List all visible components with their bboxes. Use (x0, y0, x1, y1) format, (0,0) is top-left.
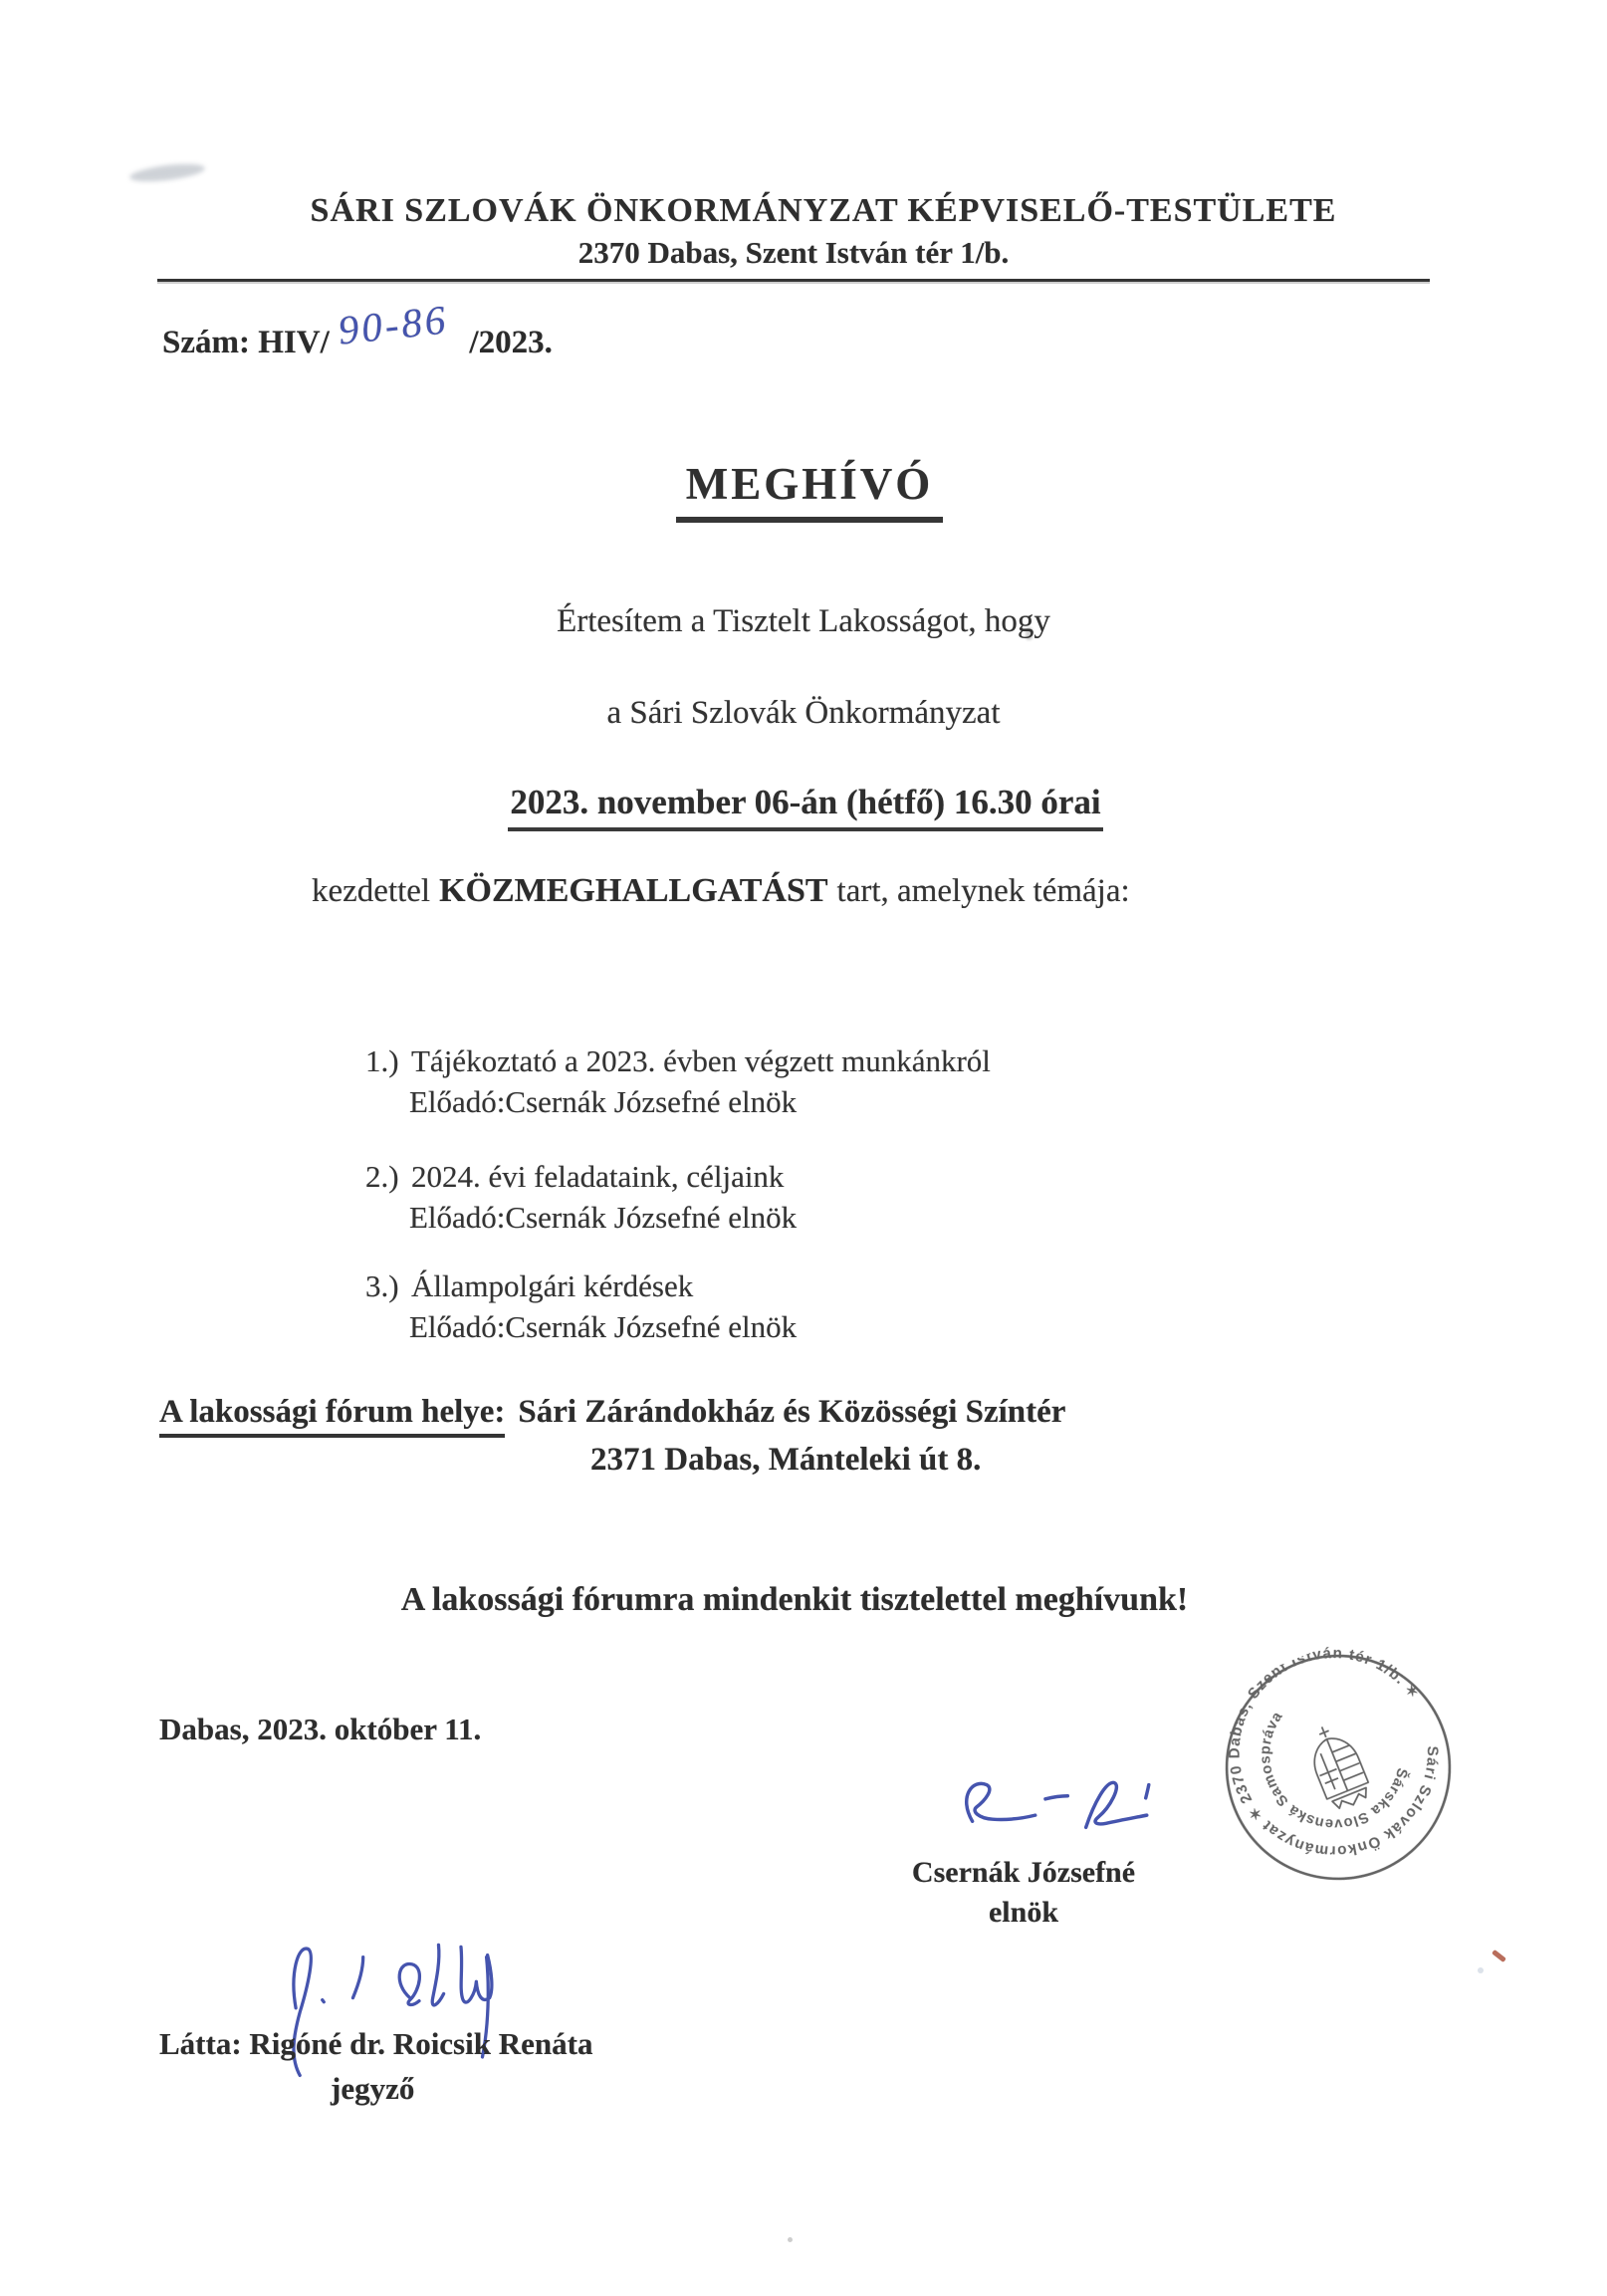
agenda-item-2-title: 2024. évi feladataink, céljaink (411, 1159, 785, 1194)
pen-smudge-mark (128, 160, 205, 184)
org-header-line2: 2370 Dabas, Szent István tér 1/b. (577, 235, 1010, 270)
agenda-item-2 (365, 1159, 784, 1195)
agenda-item-1-presenter: Előadó:Csernák Józsefné elnök (409, 1084, 798, 1119)
event-datetime-wrap (0, 783, 1607, 831)
approval-title: jegyző (331, 2071, 415, 2106)
approval-label: Látta: Rigóné dr. Roicsik Renáta (159, 2026, 593, 2061)
venue-label: A lakossági fórum helye: (159, 1394, 505, 1438)
blue-ink-fleck (1478, 1967, 1484, 1973)
reference-prefix: Szám: HIV/ (162, 325, 330, 360)
agenda-item-3 (365, 1268, 693, 1304)
reference-suffix: /2023. (469, 325, 553, 360)
agenda-item-3-number: 3.) (365, 1268, 399, 1303)
agenda-item-1 (365, 1043, 991, 1079)
header-divider-rule (157, 279, 1430, 282)
agenda-item-1-title: Tájékoztató a 2023. évben végzett munkánkról (411, 1043, 991, 1078)
agenda-item-2-presenter: Előadó:Csernák Józsefné elnök (409, 1200, 798, 1235)
intro-line1: Értesítem a Tisztelt Lakosságot, hogy (557, 603, 1050, 639)
event-name-emphasis: KÖZMEGHALLGATÁST (439, 872, 828, 909)
scan-dot (788, 2237, 793, 2242)
agenda-item-1-number: 1.) (365, 1043, 399, 1078)
event-description-line (312, 872, 1130, 910)
handwritten-reference-number: 90-86 (336, 296, 451, 353)
agenda-item-2-number: 2.) (365, 1159, 399, 1194)
stamp-outer-ring-text: Sári Szlovák Önkormányzat ✶ 2370 Dabas, Szent István tér 1/b. ✶ (1226, 1645, 1441, 1860)
document-title-wrap (0, 458, 1607, 523)
document-title: MEGHÍVÓ (676, 458, 944, 523)
stamp-inner-ring-text: Šárska Slovenská Samospráva (1258, 1709, 1411, 1832)
signer-name: Csernák Józsefné (911, 1856, 1136, 1889)
org-header-line1: SÁRI SZLOVÁK ÖNKORMÁNYZAT KÉPVISELŐ-TESTÜLETE (310, 192, 1337, 229)
agenda-item-3-presenter: Előadó:Csernák Józsefné elnök (409, 1309, 798, 1344)
event-prefix: kezdettel (312, 873, 431, 909)
venue-row (159, 1394, 1065, 1438)
reference-number-row (162, 296, 553, 362)
venue-name: Sári Zárándokház és Közösségi Színtér (518, 1394, 1066, 1430)
official-round-stamp (1187, 1616, 1491, 1920)
event-suffix: tart, amelynek témája: (836, 873, 1130, 909)
event-datetime: 2023. november 06-án (hétfő) 16.30 órai (508, 783, 1102, 831)
intro-line2: a Sári Szlovák Önkormányzat (606, 695, 1001, 731)
stamp-coat-of-arms (1301, 1719, 1374, 1813)
red-ink-fleck (1492, 1950, 1506, 1962)
place-date-line: Dabas, 2023. október 11. (159, 1712, 482, 1746)
agenda-item-3-title: Állampolgári kérdések (411, 1268, 694, 1303)
venue-address: 2371 Dabas, Mánteleki út 8. (590, 1442, 982, 1478)
signer-title: elnök (988, 1896, 1059, 1929)
closing-invitation-line: A lakossági fórumra mindenkit tisztelettel meghívunk! (400, 1581, 1189, 1618)
president-handwritten-signature (938, 1762, 1161, 1854)
